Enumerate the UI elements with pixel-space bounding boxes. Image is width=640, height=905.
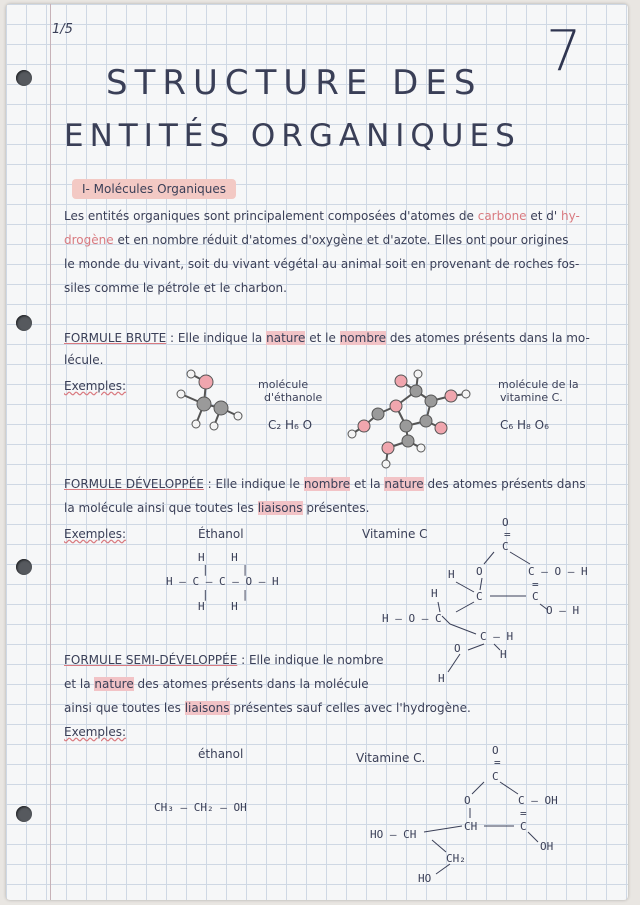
vitc-caption-1: molécule de la bbox=[498, 378, 579, 391]
chapter-number: 7 bbox=[546, 19, 582, 84]
svg-text:H: H bbox=[448, 568, 455, 581]
developpee-examples-label: Exemples: bbox=[64, 527, 127, 541]
svg-text:H: H bbox=[438, 672, 445, 685]
svg-text:H: H bbox=[431, 587, 438, 600]
binder-hole bbox=[16, 559, 32, 575]
ethanol-dev-main: H – C – C – O – H bbox=[166, 575, 279, 588]
svg-text:O: O bbox=[464, 794, 471, 807]
svg-text:C: C bbox=[492, 770, 499, 783]
section-title: I- Molécules Organiques bbox=[72, 179, 236, 199]
title-line-1: STRUCTURE DES bbox=[106, 63, 483, 103]
svg-text:O – H: O – H bbox=[546, 604, 580, 617]
semi-text: et la bbox=[64, 677, 95, 691]
ethanol-dev-top-h: H H bbox=[198, 551, 238, 564]
ethanol-dev-bond-top: | | bbox=[202, 563, 249, 576]
keyword-carbone: carbone bbox=[477, 209, 527, 223]
developpee-text: la molécule ainsi que toutes les bbox=[64, 501, 258, 515]
developpee-text: et la bbox=[350, 477, 385, 491]
brute-label: FORMULE BRUTE bbox=[64, 331, 167, 345]
developpee-definition-2 bbox=[64, 496, 369, 520]
svg-text:=: = bbox=[520, 807, 527, 820]
brute-definition bbox=[64, 326, 590, 350]
svg-text:=: = bbox=[494, 756, 501, 769]
svg-text:O: O bbox=[454, 642, 461, 655]
notebook-page bbox=[6, 4, 628, 900]
semi-definition-2 bbox=[64, 672, 369, 696]
semi-examples-label: Exemples: bbox=[64, 725, 127, 739]
semi-ethanol-label: éthanol bbox=[198, 747, 244, 761]
keyword-nature: nature bbox=[266, 331, 306, 345]
keyword-nombre: nombre bbox=[303, 477, 351, 491]
svg-text:CH₂: CH₂ bbox=[446, 852, 466, 865]
brute-examples-label: Exemples: bbox=[64, 379, 127, 393]
svg-text:C – O – H: C – O – H bbox=[528, 565, 588, 578]
margin-line bbox=[50, 4, 51, 900]
ethanol-raw-formula: C₂ H₆ O bbox=[268, 418, 313, 432]
svg-text:O: O bbox=[492, 744, 499, 757]
brute-text: des atomes présents dans la mo- bbox=[386, 331, 590, 345]
svg-text:C: C bbox=[532, 590, 539, 603]
svg-text:C: C bbox=[476, 590, 483, 603]
binder-hole bbox=[16, 70, 32, 86]
brute-text: : Elle indique la bbox=[166, 331, 267, 345]
svg-text:O: O bbox=[476, 565, 483, 578]
svg-text:C: C bbox=[502, 540, 509, 553]
svg-text:H: H bbox=[500, 648, 507, 661]
keyword-hydrogene: hy- bbox=[561, 209, 580, 223]
svg-text:=: = bbox=[504, 528, 511, 541]
intro-text: et d' bbox=[526, 209, 562, 223]
developpee-vitc-label: Vitamine C bbox=[362, 527, 428, 541]
intro-text: Les entités organiques sont principalement composées d'atomes de bbox=[64, 209, 478, 223]
vitc-raw-formula: C₆ H₈ O₆ bbox=[500, 418, 549, 432]
svg-text:C: C bbox=[520, 820, 527, 833]
ethanol-dev-bond-bottom: | | bbox=[202, 588, 249, 601]
svg-text:H – O – C: H – O – C bbox=[382, 612, 442, 625]
intro-line-4: siles comme le pétrole et le charbon. bbox=[64, 281, 287, 295]
semi-text: : Elle indique le nombre bbox=[237, 653, 384, 667]
svg-text:C – OH: C – OH bbox=[518, 794, 558, 807]
developpee-text: des atomes présents dans bbox=[423, 477, 586, 491]
developpee-definition bbox=[64, 472, 586, 496]
svg-text:HO: HO bbox=[418, 872, 432, 885]
intro-text: et en nombre réduit d'atomes d'oxygène et d'azote. Elles ont pour origines bbox=[113, 233, 569, 247]
svg-text:O: O bbox=[502, 516, 509, 529]
keyword-liaisons: liaisons bbox=[257, 501, 303, 515]
keyword-hydrogene: drogène bbox=[64, 233, 114, 247]
semi-definition-3 bbox=[64, 696, 471, 720]
ethanol-dev-bottom-h: H H bbox=[198, 600, 238, 613]
svg-text:OH: OH bbox=[540, 840, 554, 853]
svg-text:C – H: C – H bbox=[480, 630, 514, 643]
intro-line-3: le monde du vivant, soit du vivant végétal au animal soit en provenant de roches fos- bbox=[64, 257, 580, 271]
vitamin-c-ball-stick-model bbox=[346, 366, 476, 471]
developpee-label: FORMULE DÉVELOPPÉE bbox=[64, 477, 204, 491]
semi-ethanol-formula: CH₃ – CH₂ – OH bbox=[154, 801, 247, 814]
developpee-text: : Elle indique le bbox=[203, 477, 304, 491]
brute-definition-end: lécule. bbox=[64, 353, 104, 367]
svg-text:=: = bbox=[532, 578, 539, 591]
vitamin-c-semi-developed-structure bbox=[366, 740, 586, 890]
binder-hole bbox=[16, 806, 32, 822]
semi-text: ainsi que toutes les bbox=[64, 701, 185, 715]
developpee-ethanol-label: Éthanol bbox=[198, 527, 244, 541]
semi-label: FORMULE SEMI-DÉVELOPPÉE bbox=[64, 653, 238, 667]
brute-text: et le bbox=[305, 331, 340, 345]
keyword-nature: nature bbox=[384, 477, 424, 491]
vitamin-c-developed-structure bbox=[376, 512, 606, 687]
keyword-liaisons: liaisons bbox=[184, 701, 230, 715]
ethanol-caption-1: molécule bbox=[258, 378, 309, 391]
intro-line-2 bbox=[64, 228, 569, 252]
ethanol-ball-stick-model bbox=[166, 364, 256, 434]
binder-hole bbox=[16, 315, 32, 331]
page-number: 1/5 bbox=[52, 22, 73, 37]
keyword-nombre: nombre bbox=[339, 331, 386, 345]
svg-text:HO – CH: HO – CH bbox=[370, 828, 417, 841]
semi-definition bbox=[64, 648, 384, 672]
semi-vitc-label: Vitamine C. bbox=[356, 751, 426, 765]
semi-text: des atomes présents dans la molécule bbox=[133, 677, 369, 691]
svg-text:CH: CH bbox=[464, 820, 478, 833]
keyword-nature: nature bbox=[94, 677, 134, 691]
vitc-caption-2: vitamine C. bbox=[500, 391, 563, 404]
semi-text: présentes sauf celles avec l'hydrogène. bbox=[229, 701, 471, 715]
ethanol-caption-2: d'éthanole bbox=[264, 391, 323, 404]
developpee-text: présentes. bbox=[302, 501, 370, 515]
title-line-2: ENTITÉS ORGANIQUES bbox=[64, 118, 521, 154]
intro-line-1 bbox=[64, 204, 580, 228]
